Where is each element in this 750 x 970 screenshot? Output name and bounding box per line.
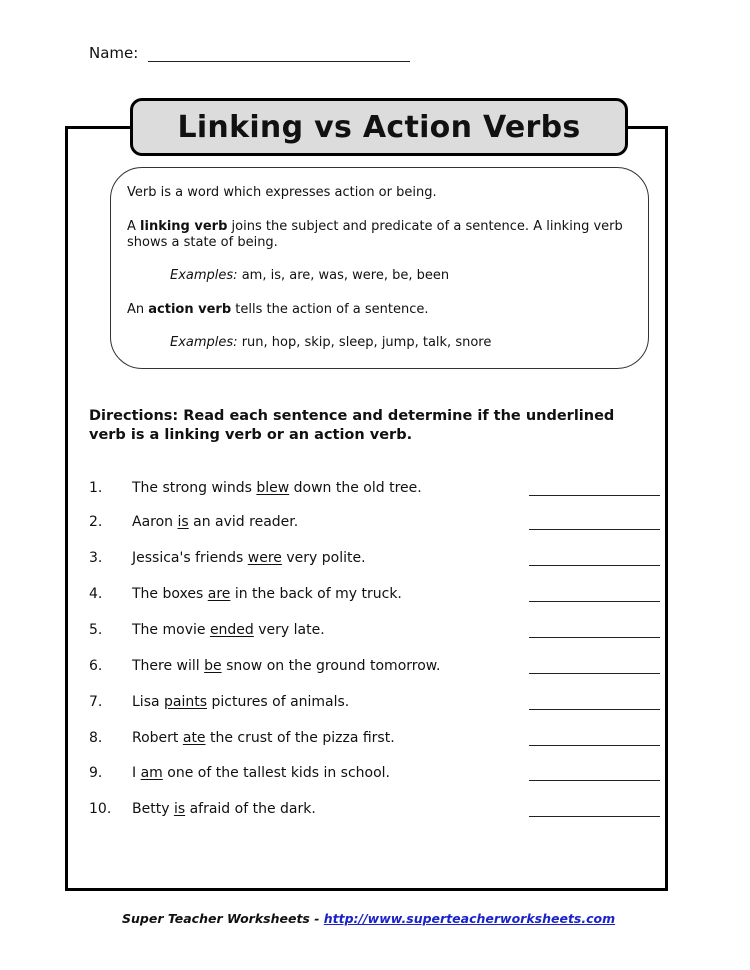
underlined-verb: paints	[164, 694, 208, 710]
question-number: 10.	[89, 801, 112, 817]
underlined-verb: is	[177, 514, 189, 530]
action-verb-definition: An action verb tells the action of a sentence.	[127, 302, 429, 317]
linking-verb-definition: A linking verb joins the subject and predicate of a sentence. A linking verb shows a state of being.	[127, 219, 623, 250]
question-row	[89, 658, 664, 678]
name-input-line[interactable]	[148, 61, 410, 62]
question-sentence: Lisa paints pictures of animals.	[132, 694, 350, 710]
question-row	[89, 694, 664, 714]
answer-blank[interactable]	[529, 709, 660, 710]
question-number: 6.	[89, 658, 103, 674]
question-sentence: The boxes are in the back of my truck.	[132, 586, 402, 602]
question-number: 7.	[89, 694, 103, 710]
underlined-verb: am	[140, 765, 163, 781]
name-label: Name:	[89, 44, 139, 62]
action-verb-examples: Examples: run, hop, skip, sleep, jump, talk, snore	[170, 335, 492, 350]
question-sentence: The strong winds blew down the old tree.	[132, 480, 422, 496]
question-row	[89, 586, 664, 606]
underlined-verb: ate	[182, 730, 206, 746]
answer-blank[interactable]	[529, 780, 660, 781]
question-sentence: The movie ended very late.	[132, 622, 325, 638]
question-sentence: There will be snow on the ground tomorrow.	[132, 658, 441, 674]
underlined-verb: were	[247, 550, 282, 566]
answer-blank[interactable]	[529, 745, 660, 746]
question-number: 1.	[89, 480, 103, 496]
answer-blank[interactable]	[529, 601, 660, 602]
verb-definition: Verb is a word which expresses action or being.	[127, 185, 437, 200]
directions: Directions: Read each sentence and determine if the underlined verb is a linking verb or an action verb.	[89, 408, 615, 443]
underlined-verb: ended	[209, 622, 254, 638]
underlined-verb: be	[204, 658, 222, 674]
question-sentence: Aaron is an avid reader.	[132, 514, 299, 530]
answer-blank[interactable]	[529, 637, 660, 638]
linking-verb-term: linking verb	[140, 219, 228, 234]
question-number: 5.	[89, 622, 103, 638]
question-number: 4.	[89, 586, 103, 602]
question-sentence: Robert ate the crust of the pizza first.	[132, 730, 395, 746]
answer-blank[interactable]	[529, 565, 660, 566]
action-verb-term: action verb	[148, 302, 232, 317]
question-sentence: Betty is afraid of the dark.	[132, 801, 316, 817]
question-number: 9.	[89, 765, 103, 781]
question-sentence: I am one of the tallest kids in school.	[132, 765, 391, 781]
worksheet-title: Linking vs Action Verbs	[130, 98, 628, 156]
footer	[122, 911, 615, 926]
question-sentence: Jessica's friends were very polite.	[132, 550, 366, 566]
answer-blank[interactable]	[529, 495, 660, 496]
question-number: 2.	[89, 514, 103, 530]
linking-verb-examples: Examples: am, is, are, was, were, be, been	[170, 268, 450, 283]
question-row	[89, 801, 664, 821]
question-number: 8.	[89, 730, 103, 746]
footer-brand: Super Teacher Worksheets -	[122, 911, 324, 926]
question-number: 3.	[89, 550, 103, 566]
question-row	[89, 765, 664, 785]
answer-blank[interactable]	[529, 529, 660, 530]
footer-link[interactable]: http://www.superteacherworksheets.com	[323, 911, 616, 926]
definition-box	[110, 167, 649, 369]
question-row	[89, 730, 664, 750]
underlined-verb: is	[173, 801, 186, 817]
underlined-verb: are	[207, 586, 231, 602]
answer-blank[interactable]	[529, 673, 660, 674]
question-row	[89, 622, 664, 642]
question-row	[89, 514, 664, 534]
underlined-verb: blew	[256, 480, 290, 496]
answer-blank[interactable]	[529, 816, 660, 817]
question-row	[89, 550, 664, 570]
question-row	[89, 480, 664, 500]
